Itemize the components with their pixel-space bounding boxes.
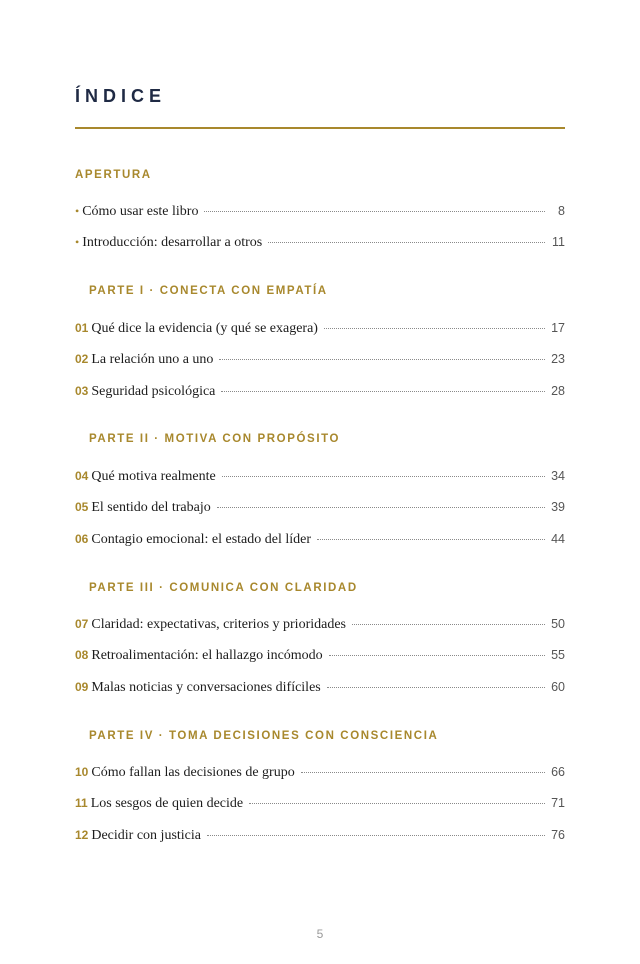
dot-leader xyxy=(221,391,545,392)
entry-title: El sentido del trabajo xyxy=(91,500,211,515)
page-number: 55 xyxy=(551,648,565,662)
dot-leader xyxy=(249,803,545,804)
entry-title: Qué motiva realmente xyxy=(91,469,216,484)
page-number: 50 xyxy=(551,617,565,631)
chapter-number: 10 xyxy=(75,765,89,779)
entry-title: La relación uno a uno xyxy=(91,352,214,367)
toc-entry[interactable] xyxy=(75,497,565,517)
entry-title: Cómo fallan las decisiones de grupo xyxy=(91,765,295,780)
entry-title: Decidir con justicia xyxy=(91,828,201,843)
entry-title: Claridad: expectativas, criterios y prioridades xyxy=(91,617,346,632)
page-number: 39 xyxy=(551,500,565,514)
entry-title: Retroalimentación: el hallazgo incómodo xyxy=(91,648,323,663)
toc-entry[interactable] xyxy=(75,825,565,845)
entry-title: Los sesgos de quien decide xyxy=(90,796,244,811)
dot-leader xyxy=(207,835,545,836)
page-number: 8 xyxy=(558,204,565,218)
entry-title: Seguridad psicológica xyxy=(91,384,216,399)
entry-title: Contagio emocional: el estado del líder xyxy=(91,532,312,547)
page-number: 71 xyxy=(551,796,565,810)
entry-title: Cómo usar este libro xyxy=(82,204,199,219)
chapter-number: 11 xyxy=(75,796,88,810)
chapter-number: 07 xyxy=(75,617,89,631)
bullet-icon: • xyxy=(75,235,80,249)
toc-entry[interactable] xyxy=(75,466,565,486)
page-number: 60 xyxy=(551,680,565,694)
title-divider xyxy=(75,127,565,129)
toc-entry[interactable] xyxy=(75,529,565,549)
chapter-number: 05 xyxy=(75,500,89,514)
entry-title: Qué dice la evidencia (y qué se exagera) xyxy=(91,321,318,336)
section-heading-apertura: APERTURA xyxy=(75,169,152,181)
chapter-number: 09 xyxy=(75,680,89,694)
page-title: ÍNDICE xyxy=(75,86,167,106)
chapter-number: 06 xyxy=(75,532,89,546)
chapter-number: 02 xyxy=(75,352,89,366)
section-heading-parte-ii: PARTE II · MOTIVA CON PROPÓSITO xyxy=(89,433,341,445)
chapter-number: 08 xyxy=(75,648,89,662)
page-number: 34 xyxy=(551,469,565,483)
page-number: 44 xyxy=(551,532,565,546)
entry-title: Malas noticias y conversaciones difíciles xyxy=(91,680,321,695)
section-heading-parte-i: PARTE I · CONECTA CON EMPATÍA xyxy=(89,285,328,297)
dot-leader xyxy=(327,687,545,688)
entry-title: Introducción: desarrollar a otros xyxy=(82,235,263,250)
bullet-icon: • xyxy=(75,204,80,218)
page-folio: 5 xyxy=(316,927,324,941)
toc-entry[interactable] xyxy=(75,318,565,338)
toc-entry[interactable] xyxy=(75,349,565,369)
toc-entry[interactable] xyxy=(75,201,565,221)
dot-leader xyxy=(222,476,545,477)
section-heading-parte-iv: PARTE IV · TOMA DECISIONES CON CONSCIENCIA xyxy=(89,730,439,742)
toc-entry[interactable] xyxy=(75,793,565,813)
toc-entry[interactable] xyxy=(75,645,565,665)
dot-leader xyxy=(268,242,545,243)
chapter-number: 04 xyxy=(75,469,89,483)
toc-entry[interactable] xyxy=(75,381,565,401)
toc-entry[interactable] xyxy=(75,677,565,697)
chapter-number: 03 xyxy=(75,384,89,398)
dot-leader xyxy=(352,624,545,625)
toc-entry[interactable] xyxy=(75,614,565,634)
dot-leader xyxy=(217,507,545,508)
dot-leader xyxy=(301,772,545,773)
section-heading-parte-iii: PARTE III · COMUNICA CON CLARIDAD xyxy=(89,582,358,594)
toc-entry[interactable] xyxy=(75,232,565,252)
page-number: 76 xyxy=(551,828,565,842)
dot-leader xyxy=(204,211,545,212)
page-number: 11 xyxy=(552,235,565,249)
page-number: 23 xyxy=(551,352,565,366)
page-number: 17 xyxy=(551,321,565,335)
dot-leader xyxy=(329,655,545,656)
page-number: 66 xyxy=(551,765,565,779)
page-number: 28 xyxy=(551,384,565,398)
toc-entry[interactable] xyxy=(75,762,565,782)
dot-leader xyxy=(219,359,545,360)
chapter-number: 12 xyxy=(75,828,89,842)
dot-leader xyxy=(324,328,545,329)
dot-leader xyxy=(317,539,545,540)
chapter-number: 01 xyxy=(75,321,89,335)
